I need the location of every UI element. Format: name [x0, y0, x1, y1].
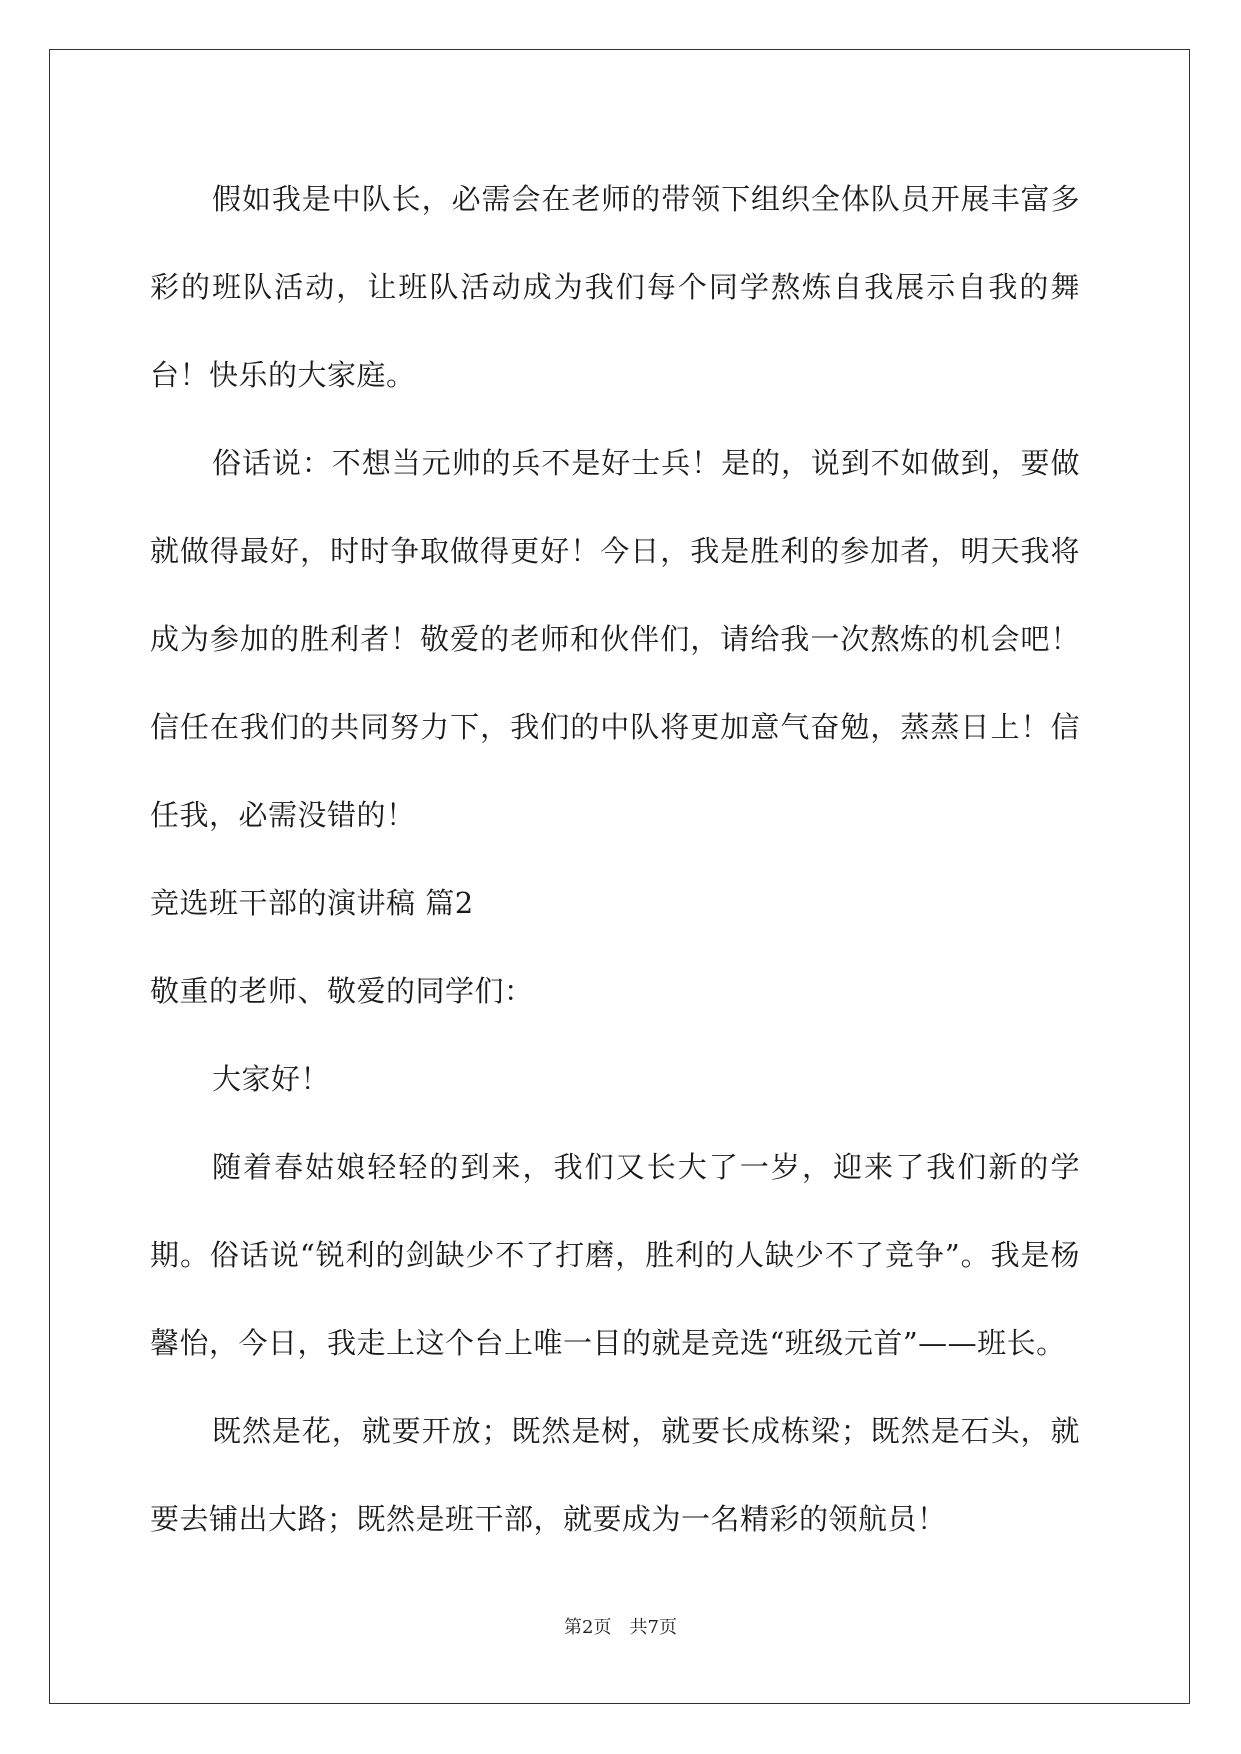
paragraph: 随着春姑娘轻轻的到来，我们又长大了一岁，迎来了我们新的学期。俗话说“锐利的剑缺少不了打磨，胜利的人缺少不了竞争”。我是杨馨怡，今日，我走上这个台上唯一目的就是竞选“班级元首”——班长。	[150, 1150, 1080, 1360]
section-heading: 竞选班干部的演讲稿 篇2	[150, 886, 474, 920]
page-number-footer: 第2页 共7页	[564, 1617, 677, 1638]
paragraph: 俗话说：不想当元帅的兵不是好士兵！是的，说到不如做到，要做就做得最好，时时争取做得更好！今日，我是胜利的参加者，明天我将成为参加的胜利者！敬爱的老师和伙伴们，请给我一次熬炼的机会吧！信任在我们的共同努力下，我们的中队将更加意气奋勉，蒸蒸日上！信任我，必需没错的！	[150, 446, 1080, 832]
document-body	[150, 155, 1080, 1563]
greeting: 大家好！	[212, 1062, 331, 1096]
paragraph: 假如我是中队长，必需会在老师的带领下组织全体队员开展丰富多彩的班队活动，让班队活动成为我们每个同学熬炼自我展示自我的舞台！快乐的大家庭。	[150, 182, 1080, 392]
salutation: 敬重的老师、敬爱的同学们：	[150, 974, 534, 1008]
paragraph: 既然是花，就要开放；既然是树，就要长成栋梁；既然是石头，就要去铺出大路；既然是班干部，就要成为一名精彩的领航员！	[150, 1414, 1080, 1536]
